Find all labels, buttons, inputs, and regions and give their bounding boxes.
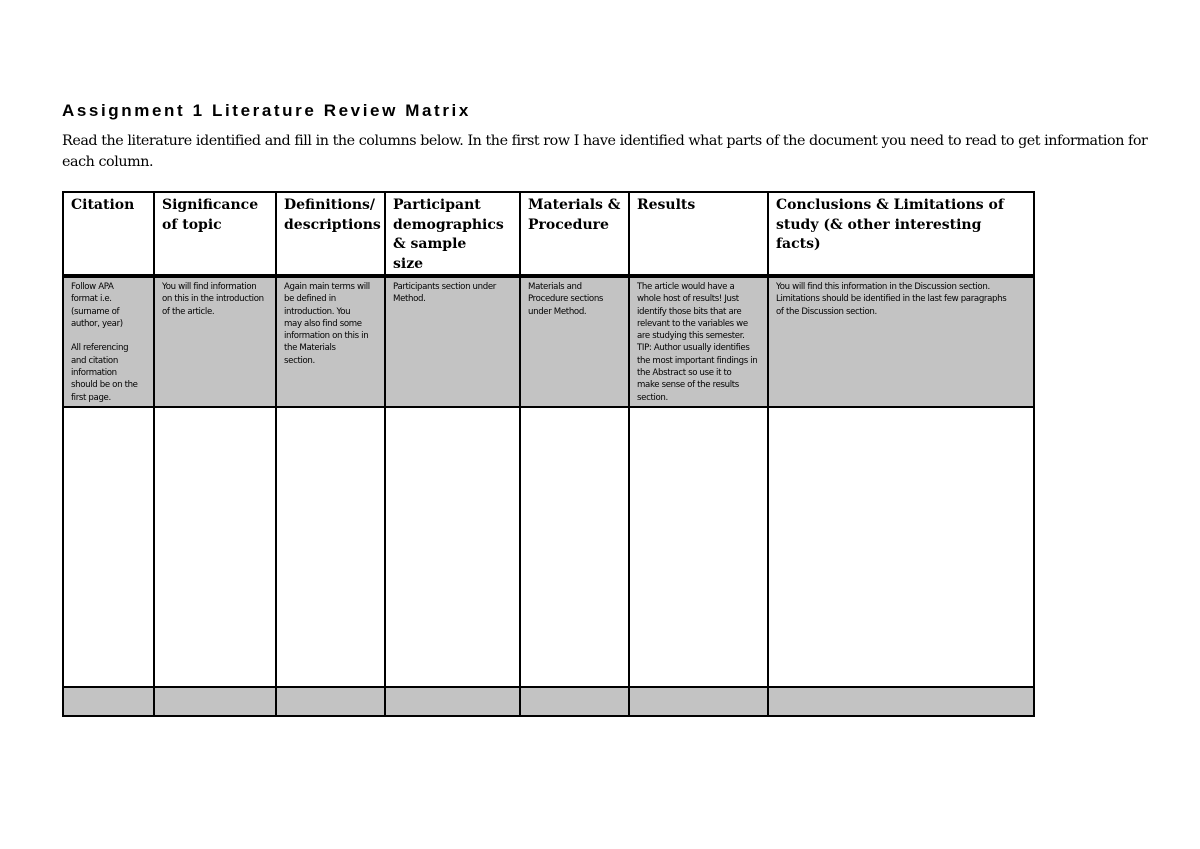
footer-cell [385, 687, 520, 716]
literature-review-matrix [62, 191, 1035, 717]
guidance-cell-conclusions: You will find this information in the Discussion section. Limitations should be identified in the last few paragraphs of the Discussion section. [768, 276, 1034, 407]
footer-cell [63, 687, 154, 716]
header-row [63, 192, 1034, 276]
entry-cell-results[interactable] [629, 407, 768, 687]
footer-cell [520, 687, 629, 716]
entry-cell-conclusions[interactable] [768, 407, 1034, 687]
guidance-cell-citation: Follow APA format i.e. (surname of author, year) All referencing and citation information should be on the first page. [63, 276, 154, 407]
guidance-cell-definitions: Again main terms will be defined in introduction. You may also find some information on this in the Materials section. [276, 276, 385, 407]
column-header-materials: Materials & Procedure [520, 192, 629, 276]
footer-cell [154, 687, 276, 716]
column-header-definitions: Definitions/ descriptions [276, 192, 385, 276]
instructions-paragraph: Read the literature identified and fill in the columns below. In the first row I have identified what parts of the document you need to read to get information for each column. [62, 133, 1148, 170]
guidance-cell-participants: Participants section under Method. [385, 276, 520, 407]
guidance-row [63, 276, 1034, 407]
page-title: Assignment 1 Literature Review Matrix [62, 101, 471, 120]
guidance-cell-materials: Materials and Procedure sections under Method. [520, 276, 629, 407]
footer-cell [768, 687, 1034, 716]
column-header-conclusions: Conclusions & Limitations of study (& other interesting facts) [768, 192, 1034, 276]
column-header-significance: Significance of topic [154, 192, 276, 276]
entry-cell-significance[interactable] [154, 407, 276, 687]
column-header-citation: Citation [63, 192, 154, 276]
column-header-results: Results [629, 192, 768, 276]
guidance-cell-significance: You will find information on this in the introduction of the article. [154, 276, 276, 407]
footer-row [63, 687, 1034, 716]
footer-cell [276, 687, 385, 716]
entry-cell-citation[interactable] [63, 407, 154, 687]
entry-cell-participants[interactable] [385, 407, 520, 687]
guidance-cell-results: The article would have a whole host of results! Just identify those bits that are relevant to the variables we are studying this semester. TIP: Author usually identifies the most important findings in the Abstract so use it to make sense of the results section. [629, 276, 768, 407]
footer-cell [629, 687, 768, 716]
column-header-participants: Participant demographics & sample size [385, 192, 520, 276]
entry-cell-definitions[interactable] [276, 407, 385, 687]
entry-cell-materials[interactable] [520, 407, 629, 687]
entry-row [63, 407, 1034, 687]
